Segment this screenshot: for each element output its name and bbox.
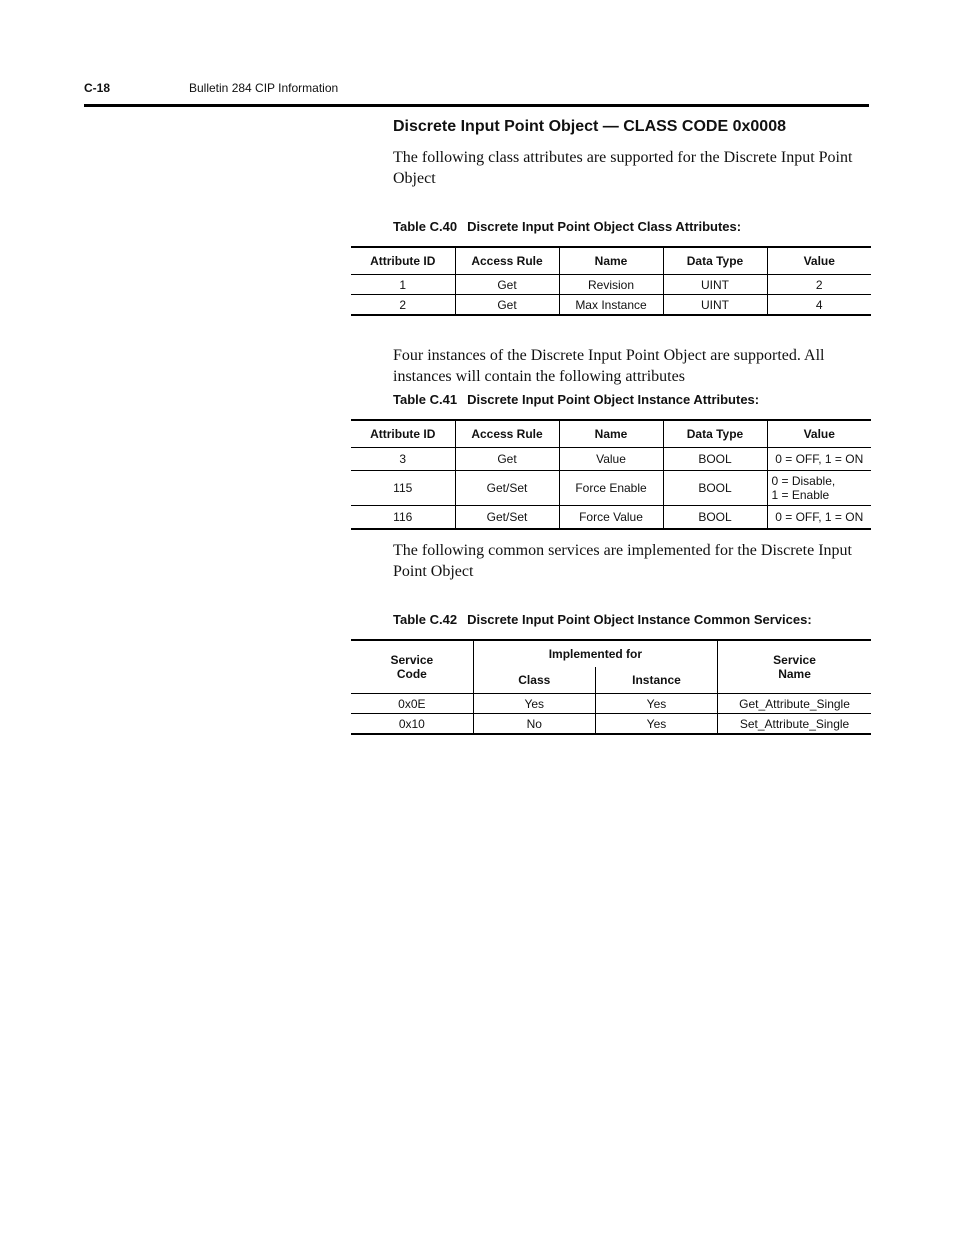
table-row [351,275,871,295]
column-header-implemented-for: Implemented for [473,640,717,667]
table-c40-label: Table C.40 [393,219,458,234]
table-row [351,694,871,714]
table-cell: 0 = OFF, 1 = ON [767,448,871,471]
table-cell: BOOL [663,506,767,530]
table-cell: Yes [473,694,595,714]
table-header-row [351,420,871,448]
table-c40 [351,246,871,316]
table-c41-label: Table C.41 [393,392,458,407]
table-c42-caption [393,612,812,627]
column-header: Data Type [663,247,767,275]
table-header-row [351,247,871,275]
services-paragraph: The following common services are implemented for the Discrete Input Point Object [393,542,852,580]
table-cell: Set_Attribute_Single [718,714,871,735]
table-c41-caption [393,392,759,407]
table-cell: 115 [351,471,455,506]
table-cell: Value [559,448,663,471]
table-cell: 1 [351,275,455,295]
table-cell [767,471,871,506]
column-header: Value [767,420,871,448]
column-header: Attribute ID [351,420,455,448]
table-row [351,295,871,316]
instances-paragraph: Four instances of the Discrete Input Point Object are supported. All instances will contain the following attributes [393,347,825,385]
table-cell: Get [455,448,559,471]
page-header [84,78,869,107]
header-line: Code [396,667,427,681]
table-cell: Revision [559,275,663,295]
table-cell: Get/Set [455,471,559,506]
cell-line: 1 = Enable [771,488,830,502]
column-header: Name [559,420,663,448]
table-c41 [351,419,871,530]
table-cell: UINT [663,275,767,295]
table-header-row [351,640,871,667]
table-c42-label: Table C.42 [393,612,458,627]
table-row [351,471,871,506]
table-row [351,506,871,530]
table-cell: 0x10 [351,714,473,735]
table-cell: BOOL [663,471,767,506]
column-header-service-code [351,640,473,694]
table-c40-caption [393,219,741,234]
table-cell: Force Value [559,506,663,530]
table-cell: 2 [767,275,871,295]
table-cell: Get_Attribute_Single [718,694,871,714]
column-header-service-name [718,640,871,694]
table-cell: Get [455,295,559,316]
column-header: Attribute ID [351,247,455,275]
table-c42-title: Discrete Input Point Object Instance Common Services: [467,612,812,627]
table-cell: No [473,714,595,735]
column-header: Name [559,247,663,275]
table-c42 [351,639,871,735]
table-cell: UINT [663,295,767,316]
column-header-instance: Instance [595,667,717,694]
table-cell: Max Instance [559,295,663,316]
table-row [351,714,871,735]
table-cell: 116 [351,506,455,530]
cell-line: 0 = Disable, [771,474,836,488]
table-row [351,448,871,471]
table-cell: Get/Set [455,506,559,530]
page-number: C-18 [84,81,111,95]
table-cell: 4 [767,295,871,316]
intro-paragraph: The following class attributes are supported for the Discrete Input Point Object [393,149,853,187]
table-cell: 0x0E [351,694,473,714]
table-cell: 0 = OFF, 1 = ON [767,506,871,530]
column-header: Access Rule [455,420,559,448]
table-cell: 2 [351,295,455,316]
table-c40-title: Discrete Input Point Object Class Attributes: [467,219,742,234]
column-header: Data Type [663,420,767,448]
table-cell: Yes [595,694,717,714]
section-heading: Discrete Input Point Object — CLASS CODE 0x0008 [393,118,786,135]
table-cell: 3 [351,448,455,471]
running-title: Bulletin 284 CIP Information [189,81,339,95]
table-cell: BOOL [663,448,767,471]
table-cell: Yes [595,714,717,735]
header-line: Service [773,653,816,667]
header-line: Service [390,653,434,667]
column-header: Access Rule [455,247,559,275]
table-cell: Force Enable [559,471,663,506]
column-header: Value [767,247,871,275]
column-header-class: Class [473,667,595,694]
header-line: Name [778,667,811,681]
table-cell: Get [455,275,559,295]
table-c41-title: Discrete Input Point Object Instance Attributes: [467,392,760,407]
